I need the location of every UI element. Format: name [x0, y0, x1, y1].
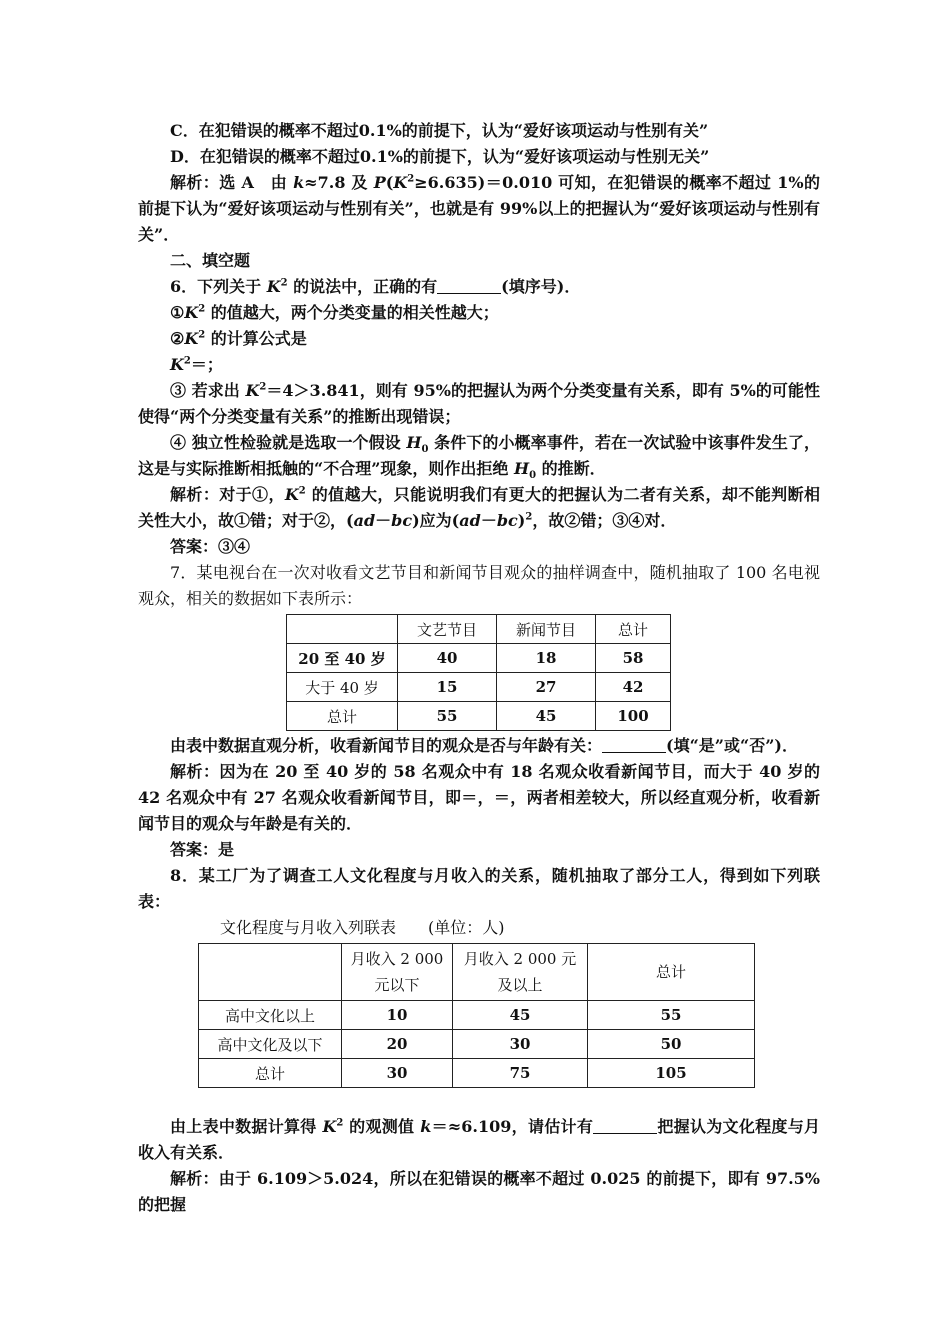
q7-answer: 答案：是 — [170, 840, 235, 859]
q8-table — [198, 943, 755, 1088]
q5-analysis: 解析：选 A 由 k≈7.8 及 $P(K^2\ge 6.635)=0.010$ 可知，在犯错误的概率不超过 1%的前提下认为“爱好该项运动与性别有关”，也就是有 99%以上的把握认为“爱好该项运动与性别有关”． — [138, 173, 820, 244]
q6-item-2: $②K^2$ 的计算公式是 — [170, 329, 307, 348]
section-heading: 二、填空题 — [170, 251, 251, 270]
table-cell: 45 — [453, 1001, 588, 1030]
table-cell: 总计 — [199, 1059, 342, 1088]
table-row — [287, 702, 671, 731]
table-cell: 月收入 2 000 元 及以上 — [453, 944, 588, 1001]
table-cell: 文艺节目 — [398, 615, 497, 644]
q6-answer: 答案：③④ — [170, 537, 251, 556]
table-cell: 新闻节目 — [497, 615, 596, 644]
q5-option-c: C．在犯错误的概率不超过0.1%的前提下，认为“爱好该项运动与性别有关” — [170, 121, 709, 140]
table-cell: 20 至 40 岁 — [287, 644, 398, 673]
table-cell: 42 — [596, 673, 671, 702]
table-cell: 18 — [497, 644, 596, 673]
table-cell: 45 — [497, 702, 596, 731]
q8-analysis: 解析：由于 6.109＞5.024，所以在犯错误的概率不超过 0.025 的前提下，即有 97.5%的把握 — [138, 1169, 820, 1214]
q6-item-4: ④ 独立性检验就是选取一个假设 $H_0$ 条件下的小概率事件，若在一次试验中该事件发生了，这是与实际推断相抵触的“不合理”现象，则作出拒绝 $H_0$ 的推断． — [138, 433, 820, 482]
q7-table — [286, 614, 671, 731]
table-cell: 30 — [342, 1059, 453, 1088]
table-cell: 15 — [398, 673, 497, 702]
table-cell: 总计 — [588, 944, 755, 1001]
q6-formula: $K^2=$； — [170, 355, 223, 374]
answer-blank — [593, 1117, 657, 1134]
table-row — [199, 1059, 755, 1088]
q8-stem: 8．某工厂为了调查工人文化程度与月收入的关系，随机抽取了部分工人，得到如下列联表： — [138, 866, 820, 911]
q6-item-1: $①K^2$ 的值越大，两个分类变量的相关性越大； — [170, 303, 499, 322]
table-cell: 50 — [588, 1030, 755, 1059]
document-page — [138, 118, 820, 1218]
answer-blank — [602, 736, 666, 753]
q8-question: 由上表中数据计算得 $K^2$ 的观测值 k＝≈6.109，请估计有 把握认为文化程度与月收入有关系． — [138, 1117, 820, 1162]
table-cell — [287, 615, 398, 644]
table-cell: 20 — [342, 1030, 453, 1059]
table-cell: 100 — [596, 702, 671, 731]
table-header-row — [199, 944, 755, 1001]
q7-analysis: 解析：因为在 20 至 40 岁的 58 名观众中有 18 名观众收看新闻节目，而大于 40 岁的 42 名观众中有 27 名观众收看新闻节目，即＝，＝，两者相差较大，所以经直观分析，收看新闻节目的观众与年龄是有关的． — [138, 762, 820, 833]
table-cell: 10 — [342, 1001, 453, 1030]
table-cell: 总计 — [596, 615, 671, 644]
table-cell: 30 — [453, 1030, 588, 1059]
table-cell — [199, 944, 342, 1001]
table-header-row — [287, 615, 671, 644]
table-cell: 58 — [596, 644, 671, 673]
table-cell: 105 — [588, 1059, 755, 1088]
table-cell: 55 — [398, 702, 497, 731]
table-row — [287, 673, 671, 702]
table-cell: 40 — [398, 644, 497, 673]
table-cell: 27 — [497, 673, 596, 702]
table-cell: 高中文化及以下 — [199, 1030, 342, 1059]
q6-stem: 6．下列关于 $K^2$ 的说法中，正确的有 (填序号)． — [170, 277, 581, 296]
table-row — [199, 1030, 755, 1059]
table-cell: 75 — [453, 1059, 588, 1088]
q7-question: 由表中数据直观分析，收看新闻节目的观众是否与年龄有关： (填“是”或“否”)． — [170, 736, 798, 755]
answer-blank — [437, 277, 501, 294]
table-cell: 总计 — [287, 702, 398, 731]
table-row — [287, 644, 671, 673]
table-cell: 大于 40 岁 — [287, 673, 398, 702]
q6-analysis: 解析：对于①，$K^2$ 的值越大，只能说明我们有更大的把握认为二者有关系，却不能判断相关性大小，故①错；对于②，(ad－bc)应为$(ad-bc)^2$，故②错；③④对． — [138, 485, 820, 530]
q6-item-3: ③ 若求出 $K^2=4>3.841$，则有 95%的把握认为两个分类变量有关系，即有 5%的可能性使得“两个分类变量有关系”的推断出现错误； — [138, 381, 820, 426]
table-cell: 55 — [588, 1001, 755, 1030]
q5-option-d: D．在犯错误的概率不超过0.1%的前提下，认为“爱好该项运动与性别无关” — [170, 147, 710, 166]
q8-table-caption: 文化程度与月收入列联表 (单位：人) — [220, 918, 505, 937]
table-row — [199, 1001, 755, 1030]
table-cell: 高中文化以上 — [199, 1001, 342, 1030]
q7-stem: 7．某电视台在一次对收看文艺节目和新闻节目观众的抽样调查中，随机抽取了 100 名电视观众，相关的数据如下表所示： — [138, 563, 820, 608]
table-cell: 月收入 2 000 元以下 — [342, 944, 453, 1001]
